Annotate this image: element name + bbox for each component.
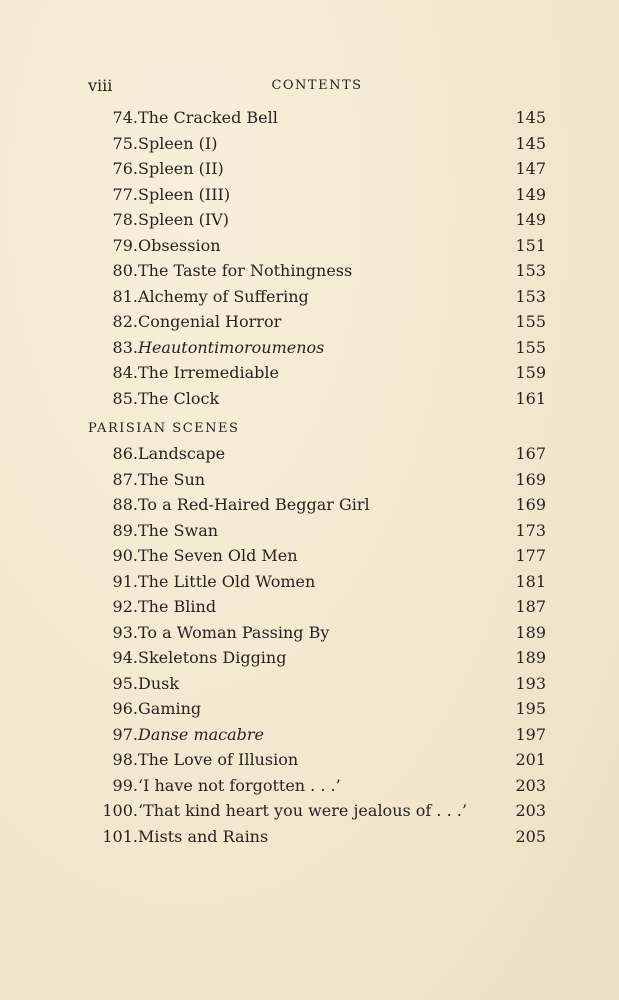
entry-page-number: 195 [515, 699, 546, 718]
entry-page-number: 145 [515, 108, 546, 127]
entry-title: The Swan [138, 520, 219, 540]
entry-title: To a Woman Passing By [138, 622, 330, 642]
contents-entry [88, 183, 546, 207]
contents-entry [88, 234, 546, 258]
contents-entry [88, 570, 546, 594]
contents-entry [88, 799, 546, 823]
entry-number: 82. [112, 312, 138, 331]
entry-title: Obsession [138, 235, 221, 255]
entry-page-number: 155 [515, 337, 546, 357]
contents-entry [88, 519, 546, 543]
entry-title: The Seven Old Men [138, 546, 298, 565]
contents-entry [88, 697, 546, 721]
entry-page-number: 197 [515, 724, 546, 744]
entry-number: 86. [112, 444, 138, 463]
entry-title: Mists and Rains [138, 826, 269, 846]
entry-number: 90. [112, 546, 138, 565]
contents-entry [88, 310, 546, 334]
entry-title: Heautontimoroumenos [138, 337, 325, 357]
contents-entry [88, 361, 546, 385]
entry-page-number: 153 [515, 261, 546, 280]
contents-entry [88, 723, 546, 747]
entry-page-number: 149 [515, 184, 546, 204]
entry-page-number: 149 [515, 210, 546, 229]
entry-number: 96. [112, 699, 138, 718]
contents-entry [88, 157, 546, 181]
contents-entry [88, 595, 546, 619]
entry-title: Skeletons Digging [138, 648, 287, 667]
contents-entry [88, 468, 546, 492]
entry-page-number: 189 [515, 622, 546, 642]
entry-number: 81. [112, 286, 138, 306]
entry-title: The Blind [138, 597, 217, 616]
contents-entry [88, 825, 546, 849]
entry-page-number: 181 [515, 571, 546, 591]
entry-page-number: 201 [515, 750, 546, 769]
entry-page-number: 189 [515, 648, 546, 667]
entry-number: 99. [112, 775, 138, 795]
contents-entry [88, 621, 546, 645]
entry-page-number: 147 [515, 159, 546, 178]
entry-number: 88. [112, 495, 138, 514]
entry-page-number: 193 [515, 673, 546, 693]
contents-entry [88, 285, 546, 309]
entry-number: 76. [112, 159, 138, 178]
contents-entry [88, 748, 546, 772]
page-header [88, 76, 546, 96]
contents-entry [88, 336, 546, 360]
contents-entry [88, 387, 546, 411]
entry-title: The Taste for Nothingness [138, 261, 353, 280]
entry-number: 78. [112, 210, 138, 229]
contents-entry [88, 132, 546, 156]
entry-number: 92. [112, 597, 138, 616]
entry-number: 80. [112, 261, 138, 280]
entry-title: The Sun [138, 469, 206, 489]
entry-number: 91. [112, 571, 138, 591]
entry-page-number: 203 [515, 775, 546, 795]
entry-page-number: 173 [515, 520, 546, 540]
entry-title: The Little Old Women [138, 571, 316, 591]
contents-entry [88, 646, 546, 670]
contents-entry [88, 672, 546, 696]
entry-page-number: 159 [515, 363, 546, 382]
page-folio: viii [88, 76, 113, 95]
entry-page-number: 153 [515, 286, 546, 306]
entry-page-number: 145 [515, 133, 546, 153]
entry-number: 85. [112, 388, 138, 408]
entry-page-number: 151 [515, 235, 546, 255]
contents-entry [88, 259, 546, 283]
entry-page-number: 169 [515, 495, 546, 514]
entry-title: Spleen (II) [138, 159, 224, 178]
entry-number: 74. [112, 108, 138, 127]
entry-title: ‘I have not forgotten . . .’ [138, 775, 341, 795]
entry-title: To a Red-Haired Beggar Girl [138, 495, 370, 514]
entry-title: Spleen (IV) [138, 210, 230, 229]
entry-number: 77. [112, 184, 138, 204]
contents-entry [88, 544, 546, 568]
entry-number: 97. [112, 724, 138, 744]
entry-page-number: 167 [515, 444, 546, 463]
entry-number: 75. [112, 133, 138, 153]
entry-number: 98. [112, 750, 138, 769]
entry-number: 83. [112, 337, 138, 357]
entry-page-number: 161 [515, 388, 546, 408]
entry-number: 94. [112, 648, 138, 667]
contents-entry [88, 774, 546, 798]
entry-title: Landscape [138, 444, 226, 463]
entry-title: Spleen (I) [138, 133, 218, 153]
entry-page-number: 177 [515, 546, 546, 565]
contents-entry [88, 208, 546, 232]
entry-number: 79. [112, 235, 138, 255]
entry-title: Danse macabre [138, 724, 265, 744]
entry-title: The Clock [138, 388, 220, 408]
contents-entry [88, 442, 546, 466]
entry-page-number: 169 [515, 469, 546, 489]
entry-page-number: 203 [515, 801, 546, 820]
entry-number: 100. [102, 801, 138, 820]
entry-title: Alchemy of Suffering [138, 286, 309, 306]
entry-number: 84. [112, 363, 138, 382]
entry-number: 89. [112, 520, 138, 540]
entry-number: 93. [112, 622, 138, 642]
entry-title: ‘That kind heart you were jealous of . . .’ [138, 801, 467, 820]
entry-title: The Cracked Bell [138, 108, 278, 127]
section-heading: PARISIAN SCENES [88, 421, 240, 436]
entry-title: Congenial Horror [138, 312, 282, 331]
contents-entry [88, 106, 546, 130]
entry-page-number: 187 [515, 597, 546, 616]
entry-title: The Love of Illusion [138, 750, 299, 769]
entry-page-number: 205 [515, 826, 546, 846]
entry-number: 95. [112, 673, 138, 693]
running-head: CONTENTS [271, 78, 363, 93]
entry-number: 101. [102, 826, 138, 846]
entry-title: Dusk [138, 673, 180, 693]
entry-number: 87. [112, 469, 138, 489]
entry-page-number: 155 [515, 312, 546, 331]
entry-title: The Irremediable [138, 363, 279, 382]
contents-entry [88, 493, 546, 517]
entry-title: Gaming [138, 699, 202, 718]
entry-title: Spleen (III) [138, 184, 231, 204]
